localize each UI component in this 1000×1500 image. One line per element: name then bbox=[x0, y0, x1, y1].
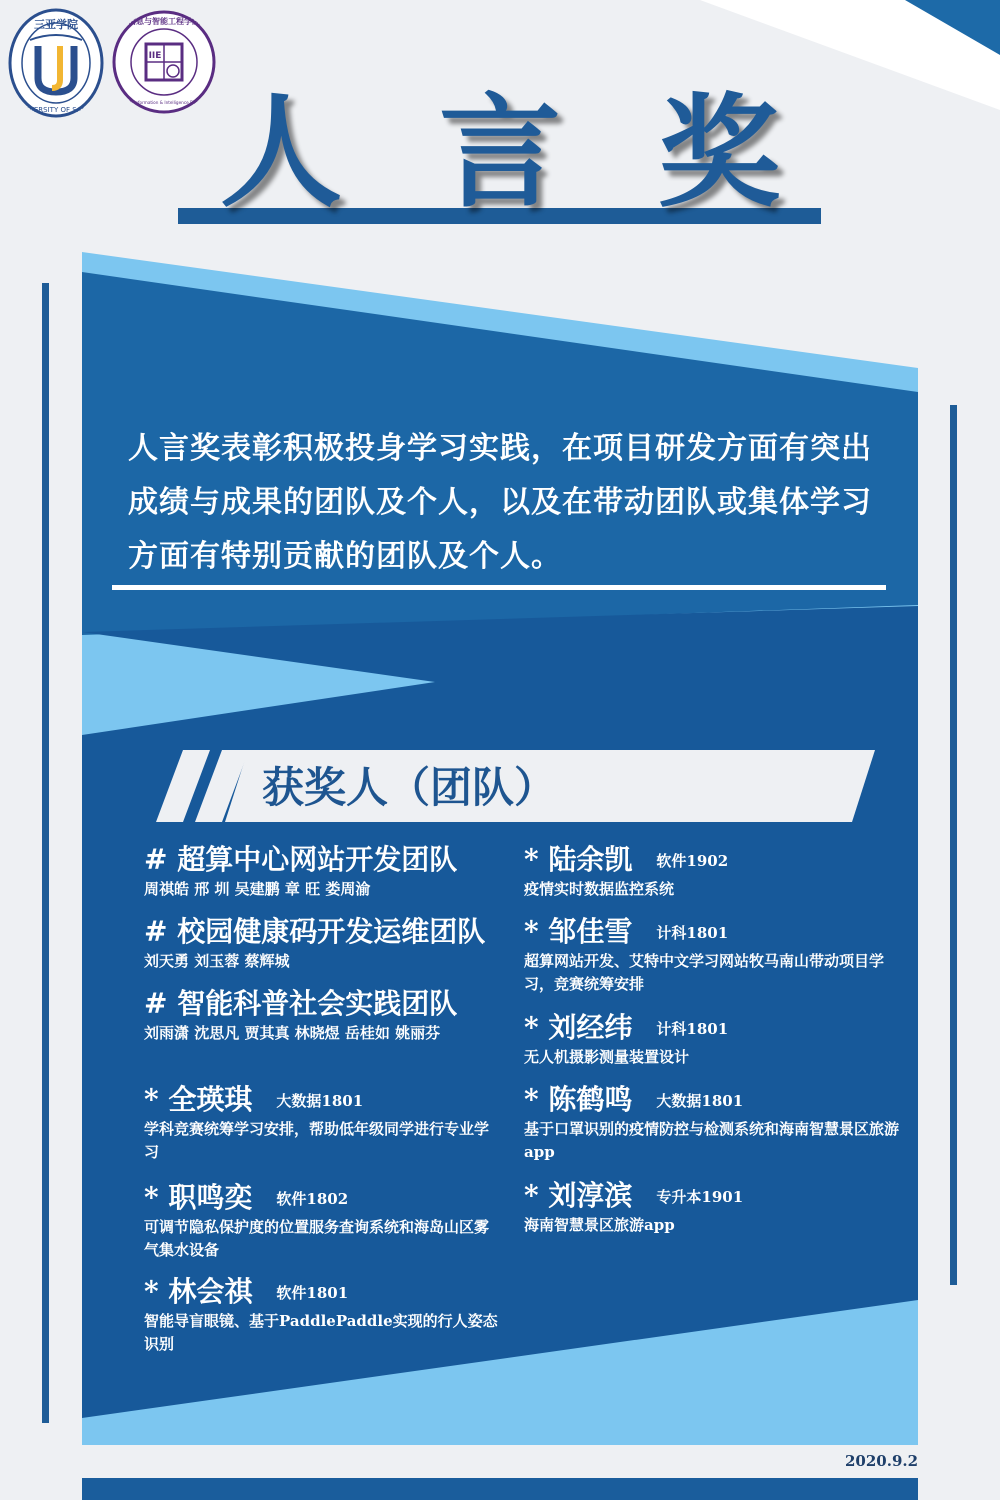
person-name: * 陆余凯 bbox=[524, 843, 633, 876]
person-achievement: 智能导盲眼镜、基于PaddlePaddle实现的行人姿态识别 bbox=[144, 1312, 498, 1353]
person-achievement: 海南智慧景区旅游app bbox=[524, 1216, 675, 1234]
team-members: 刘天勇 刘玉蓉 蔡辉城 bbox=[144, 952, 290, 970]
person-class: 软件1802 bbox=[276, 1190, 349, 1208]
person-class: 软件1902 bbox=[656, 852, 729, 870]
right-accent-line bbox=[950, 405, 957, 1285]
person-achievement: 学科竞赛统筹学习安排，帮助低年级同学进行专业学习 bbox=[144, 1120, 490, 1161]
title-char-3: 奖 bbox=[658, 79, 780, 224]
person-class: 大数据1801 bbox=[656, 1092, 744, 1110]
sanya-university-logo bbox=[8, 8, 104, 118]
person-entry bbox=[524, 1178, 899, 1237]
sanya-logo-ring-text: UNIVERSITY OF SANYA bbox=[16, 106, 96, 114]
page-title bbox=[180, 72, 820, 224]
person-entry bbox=[524, 1082, 899, 1164]
person-entry bbox=[144, 1274, 499, 1356]
person-entry bbox=[524, 842, 899, 901]
person-achievement: 可调节隐私保护度的位置服务查询系统和海岛山区雾气集水设备 bbox=[144, 1218, 490, 1259]
publish-date: 2020.9.2 bbox=[845, 1452, 919, 1470]
bottom-bar bbox=[82, 1478, 918, 1500]
person-class: 软件1801 bbox=[276, 1284, 349, 1302]
person-achievement: 无人机摄影测量装置设计 bbox=[524, 1048, 690, 1066]
person-name: * 职鸣奕 bbox=[144, 1181, 253, 1214]
team-name: # 超算中心网站开发团队 bbox=[144, 843, 458, 876]
person-name: * 邹佳雪 bbox=[524, 915, 633, 948]
iie-emblem-text: IIE bbox=[148, 51, 162, 61]
person-name: * 林会祺 bbox=[144, 1275, 253, 1308]
iie-logo-label: 信息与智能工程学院 bbox=[128, 17, 200, 26]
person-achievement: 超算网站开发、艾特中文学习网站牧马南山带动项目学习，竞赛统筹安排 bbox=[524, 952, 885, 993]
person-class: 大数据1801 bbox=[276, 1092, 364, 1110]
person-name: * 陈鹤鸣 bbox=[524, 1083, 633, 1116]
team-name: # 智能科普社会实践团队 bbox=[144, 987, 458, 1020]
person-class: 专升本1901 bbox=[656, 1188, 744, 1206]
person-name: * 刘淳滨 bbox=[524, 1179, 633, 1212]
person-entry bbox=[524, 914, 899, 996]
team-members: 周祺皓 邢 圳 吴建鹏 章 旺 娄周渝 bbox=[144, 880, 371, 898]
person-achievement: 疫情实时数据监控系统 bbox=[524, 880, 675, 898]
person-class: 计科1801 bbox=[656, 1020, 729, 1038]
intro-divider bbox=[112, 585, 886, 590]
team-entry bbox=[144, 914, 499, 973]
award-description: 人言奖表彰积极投身学习实践，在项目研发方面有突出成绩与成果的团队及个人，以及在带动团队或集体学习方面有特别贡献的团队及个人。 bbox=[128, 431, 872, 574]
person-name: * 全瑛琪 bbox=[144, 1083, 253, 1116]
team-members: 刘雨潇 沈思凡 贾其真 林晓煜 岳桂如 姚丽芬 bbox=[144, 1024, 441, 1042]
person-name: * 刘经纬 bbox=[524, 1011, 633, 1044]
team-entry bbox=[144, 986, 499, 1045]
person-class: 计科1801 bbox=[656, 924, 729, 942]
left-accent-line bbox=[42, 283, 49, 1423]
section-title: 获奖人（团队） bbox=[262, 763, 557, 812]
team-name: # 校园健康码开发运维团队 bbox=[144, 915, 486, 948]
title-char-2: 言 bbox=[439, 79, 561, 224]
person-entry bbox=[144, 1082, 499, 1164]
person-entry bbox=[144, 1180, 499, 1262]
person-achievement: 基于口罩识别的疫情防控与检测系统和海南智慧景区旅游app bbox=[524, 1120, 900, 1161]
title-char-1: 人 bbox=[220, 79, 342, 224]
iie-logo-ring-text: School Of Information & Intelligence Engineering bbox=[112, 100, 216, 105]
person-entry bbox=[524, 1010, 899, 1069]
team-entry bbox=[144, 842, 499, 901]
sanya-logo-label: 三亚学院 bbox=[34, 18, 78, 31]
